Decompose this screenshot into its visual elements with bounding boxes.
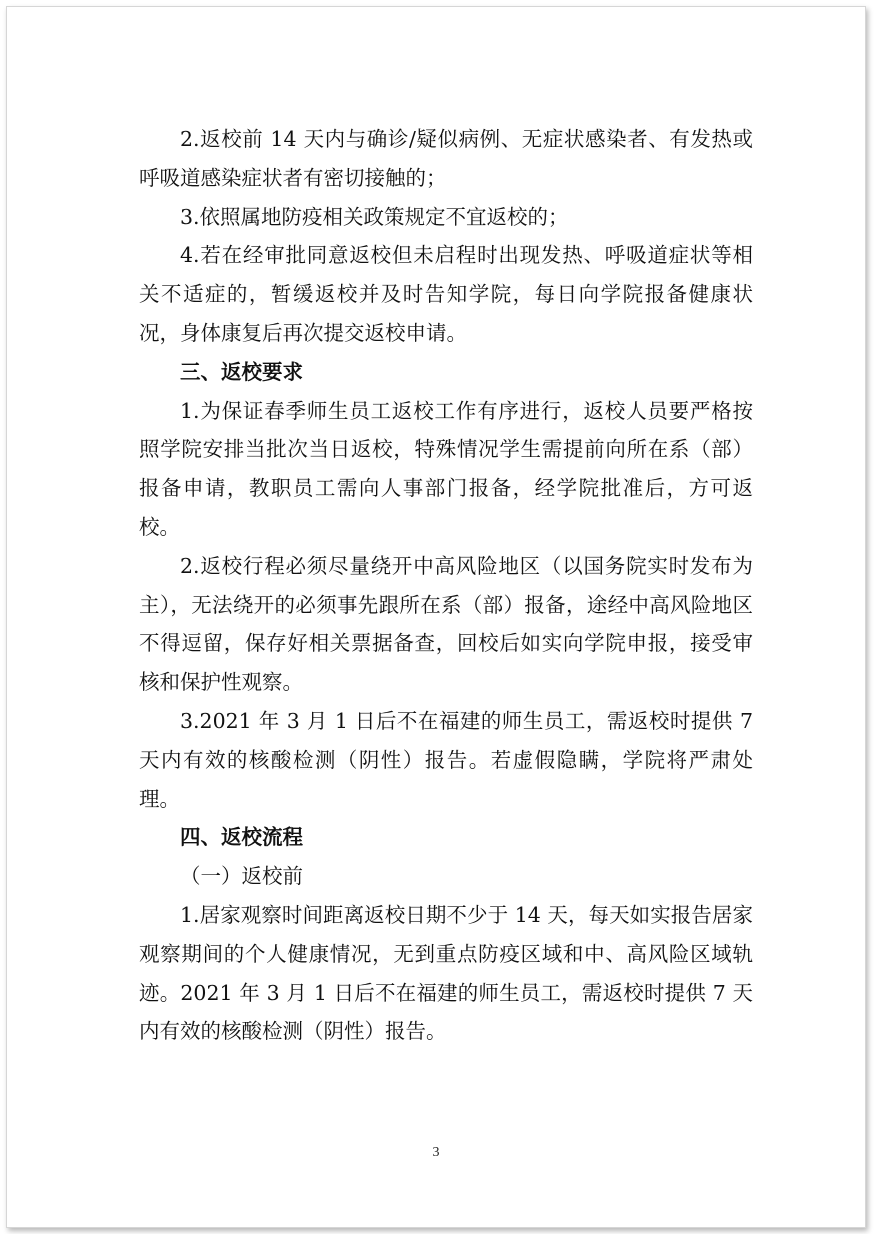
requirement-item-2: 2.返校行程必须尽量绕开中高风险地区（以国务院实时发布为主），无法绕开的必须事先跟所在系（部）报备，途经中高风险地区不得逗留，保存好相关票据备查，回校后如实向学院申报，接受审核和保护性观察。	[139, 553, 753, 695]
requirement-item-1: 1.为保证春季师生员工返校工作有序进行，返校人员要严格按照学院安排当批次当日返校，特殊情况学生需提前向所在系（部）报备申请，教职员工需向人事部门报备，经学院批准后，方可返校。	[139, 398, 753, 539]
paragraph-item-2: 2.返校前 14 天内与确诊/疑似病例、无症状感染者、有发热或呼吸道感染症状者有密切接触的；	[139, 127, 753, 190]
process-item-1: 1.居家观察时间距离返校日期不少于 14 天，每天如实报告居家观察期间的个人健康情况，无到重点防疫区域和中、高风险区域轨迹。2021 年 3 月 1 日后不在福建的师生员工，需返校时提供 7 天内有效的核酸检测（阴性）报告。	[139, 902, 753, 1044]
paragraph-item-4: 4.若在经审批同意返校但未启程时出现发热、呼吸道症状等相关不适症的，暂缓返校并及时告知学院，每日向学院报备健康状况，身体康复后再次提交返校申请。	[139, 243, 753, 345]
page-number: 3	[432, 1145, 440, 1160]
subheading-before-return: （一）返校前	[180, 864, 303, 889]
document-page	[6, 6, 866, 1228]
section-heading-return-process: 四、返校流程	[180, 825, 303, 850]
requirement-item-3: 3.2021 年 3 月 1 日后不在福建的师生员工，需返校时提供 7 天内有效的核酸检测（阴性）报告。若虚假隐瞒，学院将严肃处理。	[139, 708, 753, 811]
document-body	[139, 120, 753, 1051]
section-heading-return-requirements: 三、返校要求	[180, 359, 303, 384]
paragraph-item-3: 3.依照属地防疫相关政策规定不宜返校的；	[180, 204, 569, 229]
